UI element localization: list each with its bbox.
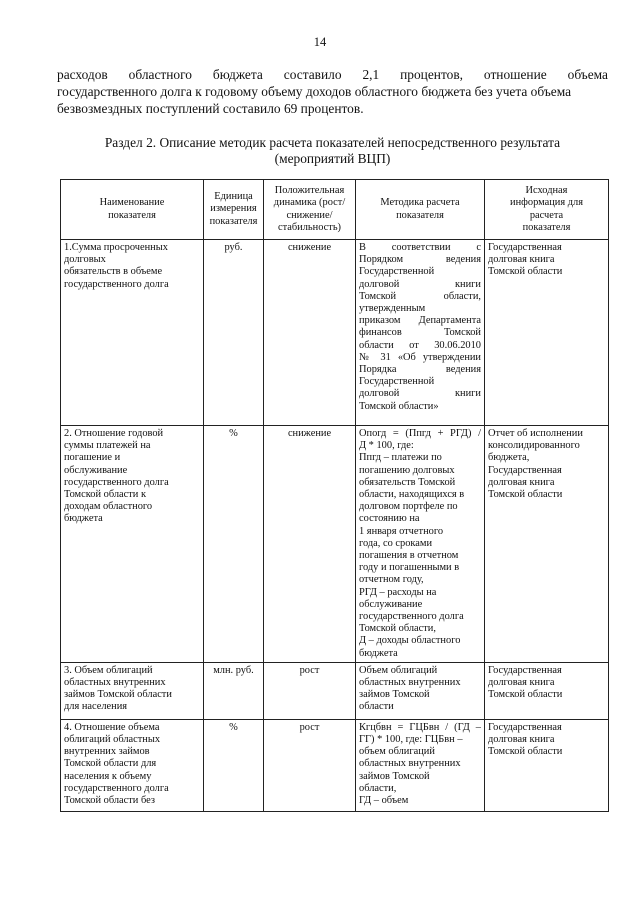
indicators-table — [60, 179, 609, 812]
table-row — [61, 719, 609, 811]
cell-line: измерения — [210, 203, 257, 215]
cell-line: государственного долга — [64, 782, 169, 794]
cell-line: 1.Сумма просроченных — [64, 242, 168, 253]
cell-line: Государственная — [488, 464, 562, 476]
cell-line: областных внутренних — [359, 758, 461, 770]
cell-source — [485, 426, 609, 663]
cell-method — [356, 426, 485, 663]
cell-dynamics: снижение — [264, 240, 356, 426]
cell-line: населения к объему — [64, 770, 152, 782]
cell-line: Д * 100, где: — [359, 440, 414, 452]
cell-line: обязательств Томской — [359, 476, 456, 488]
table-row — [61, 426, 609, 663]
cell-name — [61, 719, 204, 811]
cell-method — [356, 662, 485, 719]
cell-line: РГД – расходы на — [359, 586, 437, 598]
cell-line: консолидированного — [488, 440, 580, 452]
cell-line: долговая книга — [488, 734, 555, 746]
cell-unit: руб. — [204, 240, 264, 426]
cell-line: состоянию на — [359, 513, 420, 525]
cell-name — [61, 662, 204, 719]
cell-line: Томской области — [488, 746, 563, 758]
cell-line: Порядка ведения — [359, 364, 481, 376]
cell-dynamics: рост — [264, 662, 356, 719]
cell-dynamics: снижение — [264, 426, 356, 663]
cell-source — [485, 662, 609, 719]
table-row — [61, 240, 609, 426]
cell-line: 1 января отчетного — [359, 525, 444, 537]
cell-line: показателя — [522, 221, 571, 233]
cell-line: снижение/ — [286, 209, 333, 221]
header-method — [356, 180, 485, 240]
cell-line: ГГ) * 100, где: ГЦБвн – — [359, 734, 463, 746]
cell-line: Порядком ведения — [359, 254, 481, 266]
cell-line: долговых — [64, 254, 106, 266]
cell-line: области, — [359, 782, 397, 794]
cell-line: для населения — [64, 701, 128, 713]
cell-line: Томской области без — [64, 795, 155, 807]
cell-line: областных внутренних — [359, 677, 461, 689]
cell-line: Единица — [214, 191, 253, 203]
section-heading — [57, 135, 608, 167]
cell-line: Кгцбвн = ГЦБвн / (ГД – — [359, 721, 481, 733]
cell-line: Исходная — [525, 185, 568, 197]
section-heading-line: (мероприятий ВЦП) — [274, 151, 391, 166]
cell-line: области — [359, 701, 394, 713]
page-number: 14 — [313, 35, 327, 49]
header-source — [485, 180, 609, 240]
cell-line: Опогд = (Ппгд + РГД) / — [359, 428, 481, 439]
cell-line: отчетном году, — [359, 574, 424, 586]
cell-line: долговая книга — [488, 677, 555, 689]
cell-line: погашение и — [64, 452, 121, 464]
cell-line: займов Томской — [359, 770, 430, 782]
cell-line: Томской области» — [359, 400, 439, 412]
cell-line: областных внутренних — [64, 677, 166, 689]
cell-line: Отчет об исполнении — [488, 428, 583, 439]
cell-line: Государственная — [488, 721, 562, 733]
cell-line: долговой книги — [359, 278, 481, 290]
cell-line: бюджета — [359, 647, 398, 659]
cell-line: году и погашенными в — [359, 562, 460, 574]
cell-line: доходам областного — [64, 501, 153, 513]
intro-line: безвозмездных поступлений составило 69 процентов. — [57, 101, 364, 116]
cell-line: года, со сроками — [359, 537, 433, 549]
cell-line: займов Томской — [359, 689, 430, 701]
cell-line: Объем облигаций — [359, 664, 438, 676]
cell-line: бюджета, — [488, 452, 530, 464]
cell-line: Томской области, — [359, 623, 436, 635]
cell-line: Государственной — [359, 376, 435, 388]
cell-line: № 31 «Об утверждении — [359, 351, 481, 363]
cell-line: обязательств в объеме — [64, 266, 163, 278]
cell-line: Томской области — [488, 266, 563, 278]
table-row — [61, 662, 609, 719]
cell-name — [61, 240, 204, 426]
cell-line: приказом Департамента — [359, 315, 481, 327]
cell-line: 3. Объем облигаций — [64, 664, 153, 676]
cell-line: погашению долговых — [359, 464, 455, 476]
cell-line: 2. Отношение годовой — [64, 428, 164, 439]
cell-line: обслуживание — [64, 464, 128, 476]
cell-line: облигаций областных — [64, 734, 161, 746]
cell-dynamics: рост — [264, 719, 356, 811]
cell-line: Томской области, — [359, 290, 481, 302]
cell-line: Д – доходы областного — [359, 635, 461, 647]
cell-line: Государственной — [359, 266, 435, 278]
cell-line: показателя — [209, 215, 258, 227]
cell-line: обслуживание — [359, 598, 423, 610]
cell-line: области от 30.06.2010 — [359, 339, 481, 351]
intro-paragraph — [57, 66, 608, 117]
cell-line: динамика (рост/ — [273, 197, 346, 209]
cell-line: Наименование — [99, 197, 165, 209]
cell-line: ГД – объем — [359, 795, 409, 807]
cell-method — [356, 240, 485, 426]
header-dynamics — [264, 180, 356, 240]
cell-line: области, находящихся в — [359, 489, 465, 501]
header-unit — [204, 180, 264, 240]
cell-line: Томской области — [488, 489, 563, 501]
cell-line: объем облигаций — [359, 746, 435, 758]
cell-line: утвержденным — [359, 303, 426, 315]
cell-line: государственного долга — [64, 278, 169, 290]
intro-line: расходов областного бюджета составило 2,1 процентов, отношение объема — [57, 67, 608, 82]
cell-line: внутренних займов — [64, 746, 150, 758]
cell-line: информация для — [510, 197, 583, 209]
cell-unit: % — [204, 426, 264, 663]
intro-line: государственного долга к годовому объему доходов областного бюджета без учета объема — [57, 84, 572, 99]
cell-line: займов Томской области — [64, 689, 172, 701]
cell-line: Положительная — [274, 185, 345, 197]
cell-line: государственного долга — [359, 611, 464, 623]
cell-line: погашения в отчетном — [359, 550, 459, 562]
cell-line: долговая книга — [488, 476, 555, 488]
cell-line: расчета — [529, 209, 564, 221]
cell-line: долговой книги — [359, 388, 481, 400]
cell-method — [356, 719, 485, 811]
cell-line: долговом портфеле по — [359, 501, 458, 513]
cell-line: Государственная — [488, 664, 562, 676]
cell-line: показателя — [108, 209, 156, 221]
cell-line: Томской области к — [64, 489, 147, 501]
table-header-row — [61, 180, 609, 240]
cell-line: бюджета — [64, 513, 103, 525]
cell-line: 4. Отношение объема — [64, 721, 160, 733]
cell-unit: млн. руб. — [204, 662, 264, 719]
cell-line: долговая книга — [488, 254, 555, 266]
cell-line: В соответствии с — [359, 242, 481, 253]
cell-line: показателя — [396, 209, 444, 221]
cell-unit: % — [204, 719, 264, 811]
cell-source — [485, 719, 609, 811]
cell-line: Томской области для — [64, 758, 157, 770]
cell-line: Ппгд – платежи по — [359, 452, 442, 464]
cell-source — [485, 240, 609, 426]
header-name — [61, 180, 204, 240]
cell-line: Томской области — [488, 689, 563, 701]
cell-name — [61, 426, 204, 663]
cell-line: суммы платежей на — [64, 440, 151, 452]
section-heading-line: Раздел 2. Описание методик расчета показателей непосредственного результата — [104, 135, 561, 150]
cell-line: Государственная — [488, 242, 562, 253]
cell-line: финансов Томской — [359, 327, 481, 339]
cell-line: государственного долга — [64, 476, 169, 488]
cell-line: стабильность) — [277, 221, 342, 233]
cell-line: Методика расчета — [380, 197, 460, 209]
